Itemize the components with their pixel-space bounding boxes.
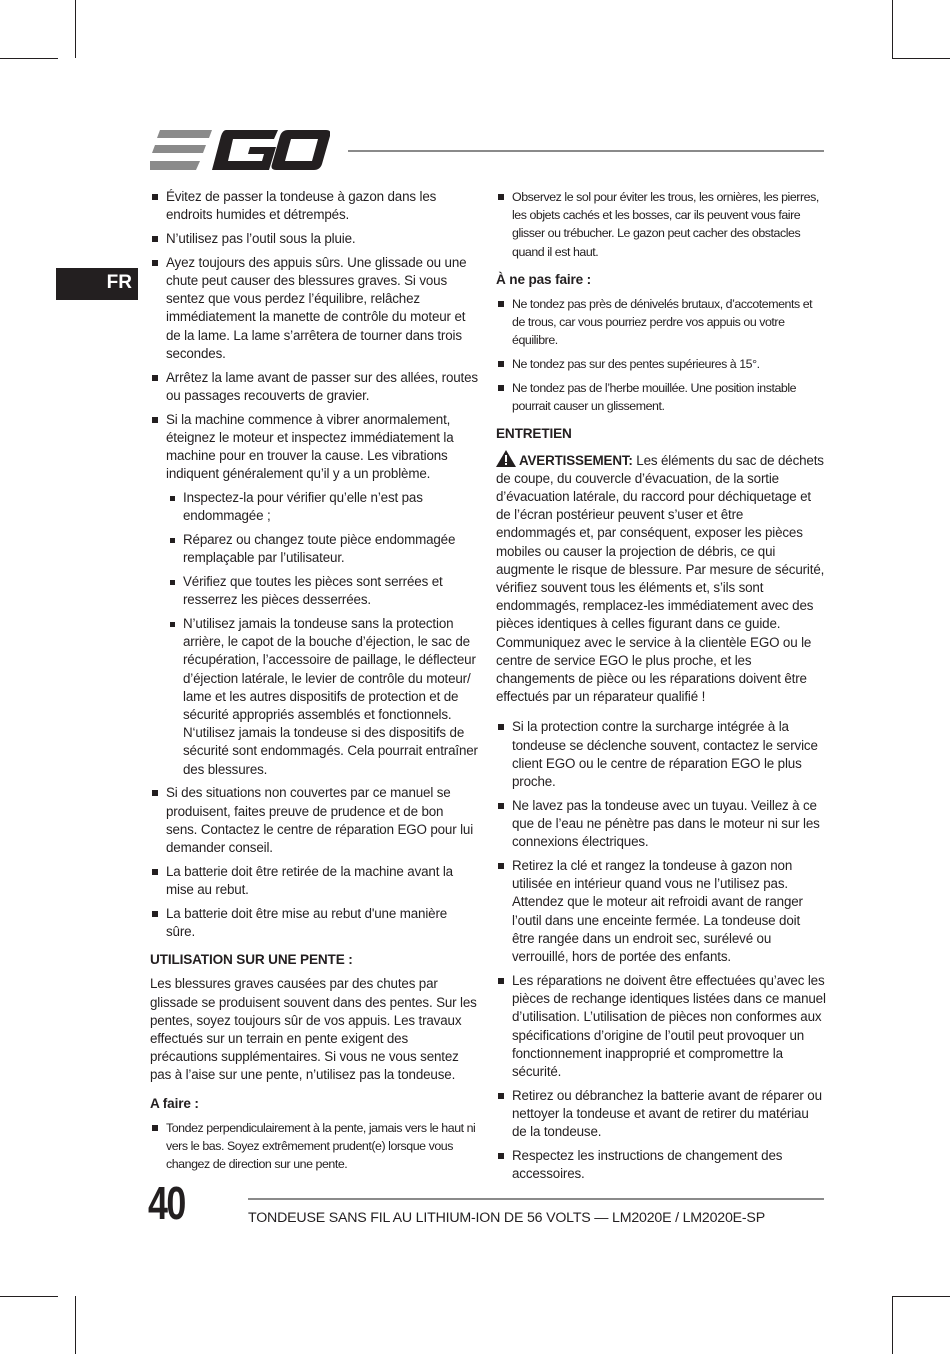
list-item: Ne tondez pas sur des pentes supérieures à 15°. [496,355,826,373]
list-item: N’utilisez pas l’outil sous la pluie. [150,230,478,248]
page-number: 40 [148,1177,185,1229]
list-item: Respectez les instructions de changement des accessoires. [496,1147,826,1183]
sub-list-item: Inspectez-la pour vérifier qu’elle n’est pas endommagée ; [166,489,478,525]
list-item: Si des situations non couvertes par ce manuel se produisent, faites preuve de prudence et de bon sens. Contactez le centre de réparation EGO pour lui demander conseil. [150,784,478,857]
sub-list-item: Vérifiez que toutes les pièces sont serrées et resserrez les pièces desserrées. [166,573,478,609]
list-item: Ne lavez pas la tondeuse avec un tuyau. Veillez à ce que de l’eau ne pénètre pas dans le moteur ni sur les connexions électriques. [496,797,826,852]
crop-mark [0,58,58,59]
do-list [150,1119,478,1174]
crop-mark [75,0,76,58]
maintenance-heading: ENTRETIEN [496,426,572,442]
ego-logo [150,130,330,172]
crop-mark [892,58,950,59]
warning-paragraph [496,450,826,707]
footer-rule [248,1198,824,1200]
list-item: Tondez perpendiculairement à la pente, jamais vers le haut ni vers le bas. Soyez extrêmement prudent(e) lorsque vous changez de direction sur une pente. [150,1119,478,1174]
language-tab-label: FR [106,272,132,293]
do-heading: A faire : [150,1095,199,1111]
list-item: Ne tondez pas près de dénivelés brutaux, d’accotements et de trous, car vous pourriez perdre vos appuis ou votre équilibre. [496,295,826,350]
right-column [496,188,826,1189]
list-item: La batterie doit être mise au rebut d'une manière sûre. [150,905,478,941]
crop-mark [892,0,893,58]
sub-list-item: Réparez ou changez toute pièce endommagée remplaçable par l’utilisateur. [166,531,478,567]
do-list-continued [496,188,826,261]
list-item: Ne tondez pas de l’herbe mouillée. Une position instable pourrait causer un glissement. [496,379,826,415]
list-item: Si la protection contre la surcharge intégrée à la tondeuse se déclenche souvent, contactez le service client EGO ou le centre de réparation EGO le plus proche. [496,718,826,791]
list-item: Retirez la clé et rangez la tondeuse à gazon non utilisée en intérieur quand vous ne l’utilisez pas. Attendez que le moteur ait refroidi avant de ranger l’outil dans une enceinte fermée. La tondeuse doit être rangée dans un endroit sec, surélevé ou verrouillé, hors de portée des enfants. [496,857,826,966]
language-tab [56,268,138,300]
crop-mark [892,1296,893,1354]
footer-title: TONDEUSE SANS FIL AU LITHIUM-ION DE 56 VOLTS — LM2020E / LM2020E-SP [248,1210,765,1226]
vibration-sub-list [166,489,478,779]
list-item: Les réparations ne doivent être effectuées qu’avec les pièces de rechange identiques listées dans ce manuel d’utilisation. L’utilisation de pièces non conformes aux spécifications d’origine de l’outil peut provoquer un fonctionnement inapproprié et compromettre la sécurité. [496,972,826,1081]
list-item-text: Si la machine commence à vibrer anormalement, éteignez le moteur et inspectez immédiatement la machine pour en trouver la cause. Les vibrations indiquent généralement qu’il y a un problème. [166,411,454,482]
list-item: Retirez ou débranchez la batterie avant de réparer ou nettoyer la tondeuse et avant de retirer du matériau de la tondeuse. [496,1087,826,1142]
dont-heading: À ne pas faire : [496,271,592,287]
sub-list-item: N’utilisez jamais la tondeuse sans la protection arrière, le capot de la bouche d’éjection, le sac de récupération, l’accessoire de paillage, le déflecteur d’éjection latérale, le levier de contrôle du moteur/ lame et les autres dispositifs de protection et de sécurité appropriés assemblés et fonctionnels. N‘utilisez jamais la tondeuse si des dispositifs de sécurité sont endommagés. Cela pourrait entraîner des blessures. [166,615,478,779]
left-column [150,188,478,1179]
list-item: La batterie doit être retirée de la machine avant la mise au rebut. [150,863,478,899]
warning-icon [496,450,516,467]
slope-paragraph: Les blessures graves causées par des chutes par glissade se produisent souvent dans des pentes. Sur les pentes, soyez toujours sûr de vos appuis. Les travaux effectués sur un terrain en pente exigent des précautions supplémentaires. Si vous ne vous sentez pas à l’aise sur une pente, n’utilisez pas la tondeuse. [150,976,477,1083]
crop-mark [892,1296,950,1297]
list-item [150,411,478,779]
crop-mark [75,1296,76,1354]
slope-heading: UTILISATION SUR UNE PENTE : [150,952,353,968]
maintenance-list [496,718,826,1183]
list-item: Arrêtez la lame avant de passer sur des allées, routes ou passages recouverts de gravier. [150,369,478,405]
list-item: Ayez toujours des appuis sûrs. Une glissade ou une chute peut causer des blessures graves. Si vous sentez que vous perdez l’équilibre, relâchez immédiatement la manette de contrôle du moteur et de la lame. La lame s’arrêtera de tourner dans trois secondes. [150,254,478,363]
crop-mark [0,1296,58,1297]
warning-label: AVERTISSEMENT: [519,452,633,468]
warning-text: Les éléments du sac de déchets de coupe, du couvercle d’évacuation, de la sortie d’évacuation latérale, du raccord pour déchiquetage et de l’écran postérieur peuvent s’user et être endommagés et, par conséquent, exposer les pièces mobiles ou causer la projection de débris, ce qui augmente le risque de blessure. Par mesure de sécurité, vérifiez souvent tous les éléments et, s’ils sont endommagés, remplacez-les immédiatement avec des pièces identiques à celles figurant dans ce guide. Communiquez avec le service à la clientèle EGO ou le centre de service EGO le plus proche, et les changements de pièce ou les réparations doivent être effectués par un réparateur qualifié ! [496,452,825,705]
list-item: Observez le sol pour éviter les trous, les ornières, les pierres, les objets cachés et les bosses, car ils peuvent vous faire glisser ou trébucher. Le gazon peut cacher des obstacles quand il est haut. [496,188,826,261]
list-item: Évitez de passer la tondeuse à gazon dans les endroits humides et détrempés. [150,188,478,224]
header-rule [348,150,824,152]
dont-list [496,295,826,415]
safety-list [150,188,478,941]
